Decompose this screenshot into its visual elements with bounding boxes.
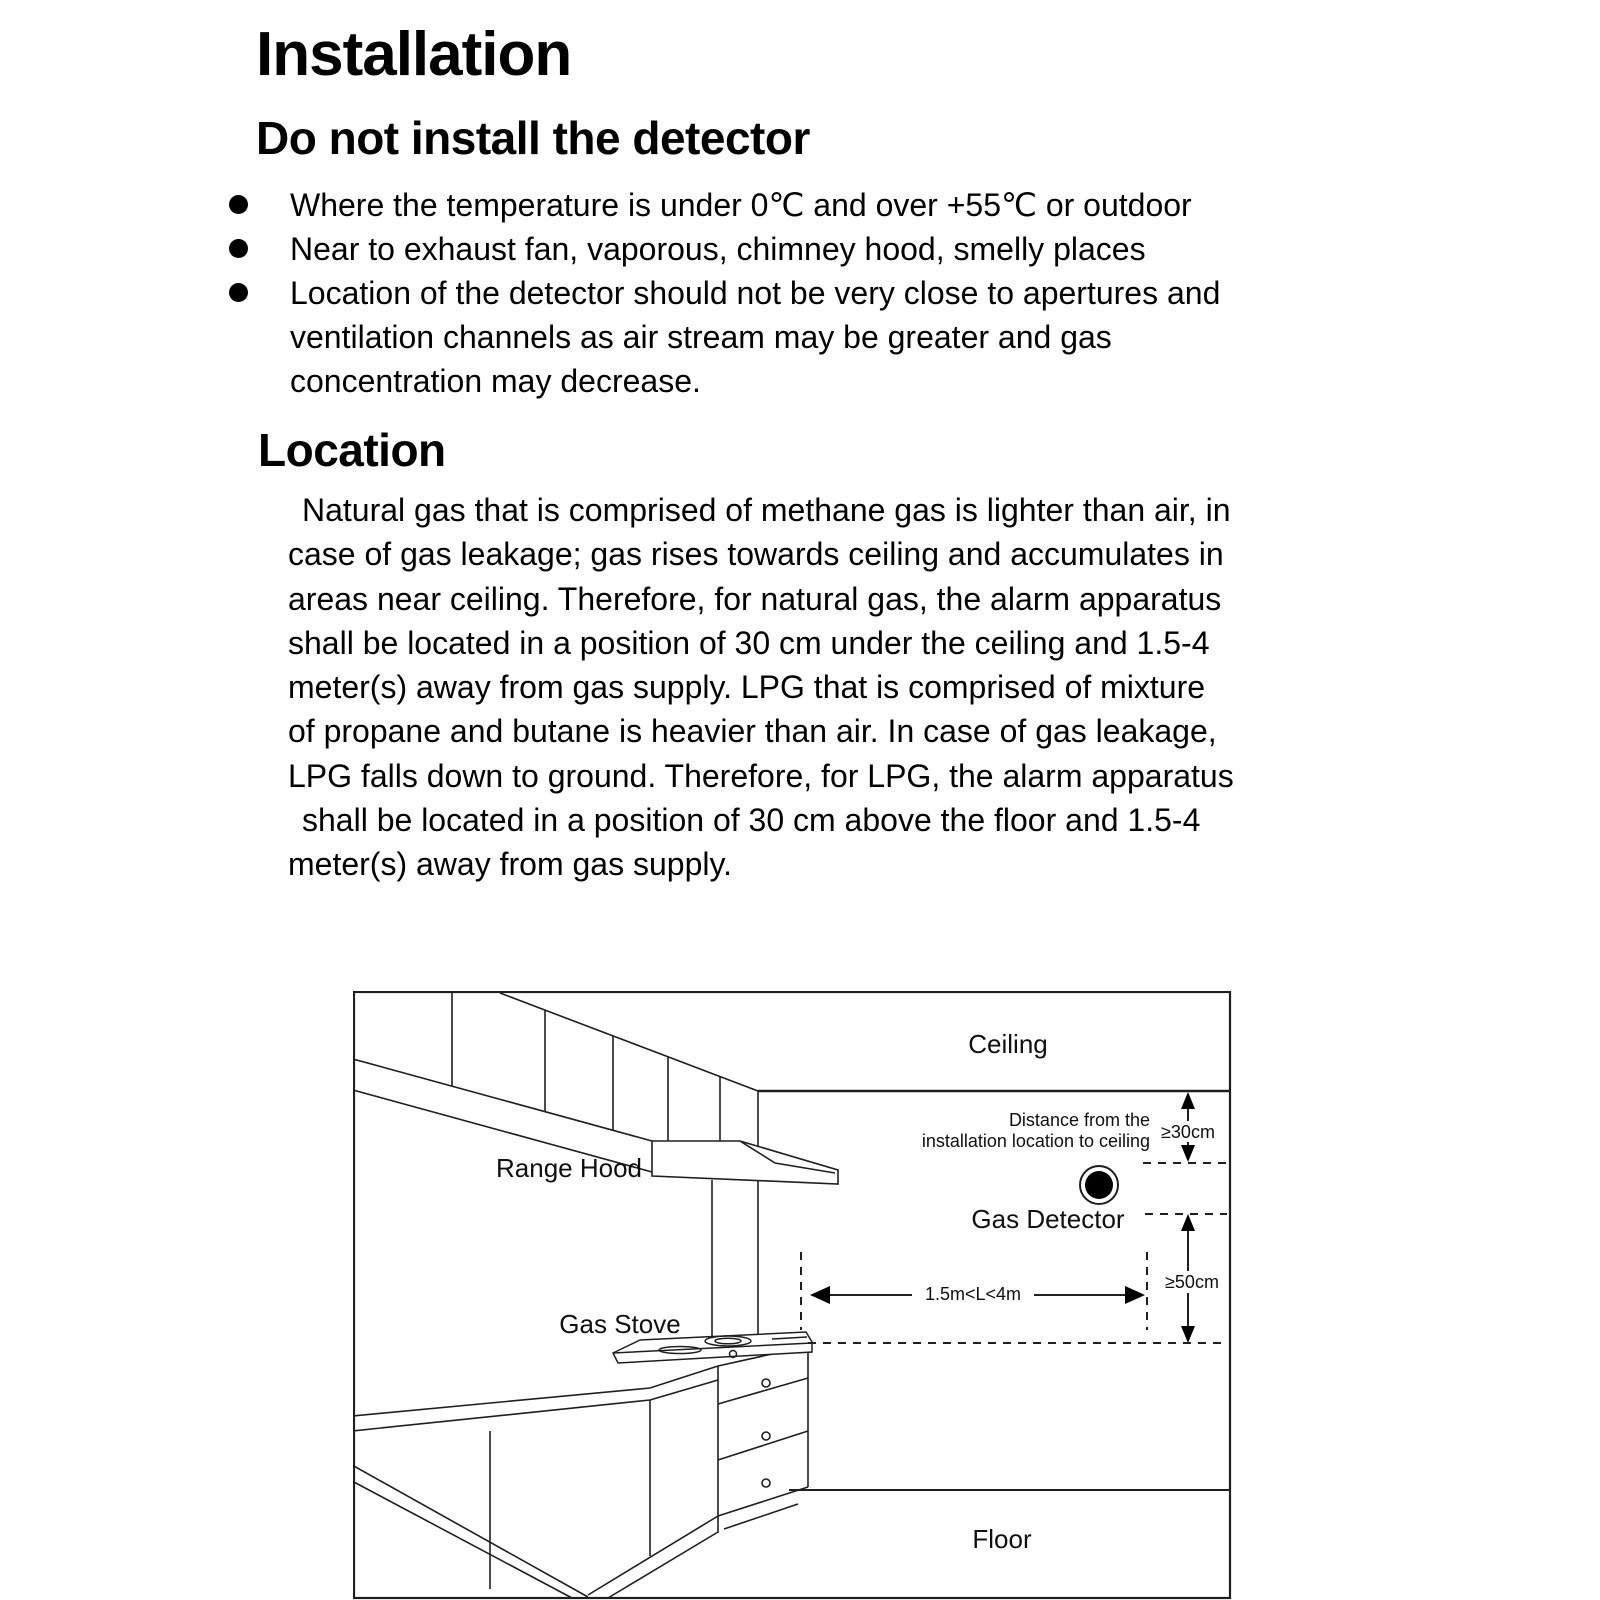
- drawer-knob: [762, 1432, 770, 1440]
- gas-detector-label: Gas Detector: [971, 1204, 1125, 1234]
- section-heading-do-not-install: Do not install the detector: [256, 112, 810, 164]
- paragraph-line: shall be located in a position of 30 cm above the floor and 1.5-4: [302, 802, 1201, 839]
- do-not-install-list: [229, 183, 1220, 403]
- paragraph-line: LPG falls down to ground. Therefore, for LPG, the alarm apparatus: [288, 757, 1234, 794]
- list-item-text: Location of the detector should not be very close to apertures and: [290, 275, 1221, 311]
- bullet-icon: [229, 239, 248, 258]
- paragraph-line: case of gas leakage; gas rises towards ceiling and accumulates in: [288, 536, 1224, 573]
- distance-note-line2: installation location to ceiling: [921, 1131, 1150, 1151]
- horizontal-range-label: 1.5m<L<4m: [924, 1284, 1022, 1304]
- paragraph-line: meter(s) away from gas supply. LPG that is comprised of mixture: [288, 669, 1206, 706]
- gas-stove-label: Gas Stove: [559, 1309, 681, 1339]
- list-item-text: ventilation channels as air stream may be greater and gas: [290, 319, 1112, 355]
- horizontal-range-dimension: [810, 1283, 1145, 1306]
- base-cabinets: [353, 1346, 808, 1598]
- bullet-icon: [229, 283, 248, 302]
- paragraph-line: shall be located in a position of 30 cm under the ceiling and 1.5-4: [288, 624, 1210, 661]
- drawer-knob: [762, 1479, 770, 1487]
- drawer-knob: [762, 1379, 770, 1387]
- distance-note-line1: Distance from the: [1008, 1110, 1150, 1130]
- page-title: Installation: [256, 20, 572, 89]
- ceiling-clearance-label: ≥30cm: [1161, 1122, 1215, 1142]
- list-item: [229, 183, 1220, 227]
- list-item-text: concentration may decrease.: [290, 363, 701, 399]
- location-paragraph: [288, 488, 1234, 887]
- ceiling-label: Ceiling: [968, 1029, 1048, 1059]
- detector-clearance-dimension: [1158, 1214, 1225, 1343]
- detector-clearance-label: ≥50cm: [1165, 1272, 1219, 1292]
- section-heading-location: Location: [258, 424, 446, 476]
- list-item: [229, 271, 1220, 403]
- dashed-guides: [801, 1163, 1228, 1343]
- paragraph-line: of propane and butane is heavier than air. In case of gas leakage,: [288, 713, 1217, 750]
- list-item-text: Near to exhaust fan, vaporous, chimney hood, smelly places: [290, 231, 1146, 267]
- paragraph-line: Natural gas that is comprised of methane gas is lighter than air, in: [302, 492, 1231, 528]
- range-hood: [652, 1141, 838, 1184]
- gas-detector-icon: [1080, 1166, 1118, 1204]
- list-item: [229, 227, 1220, 271]
- bullet-icon: [229, 195, 248, 214]
- kitchen-diagram-svg: [353, 991, 1232, 1600]
- list-item-text: Where the temperature is under 0℃ and over +55℃ or outdoor: [290, 187, 1192, 223]
- installation-diagram: [353, 991, 1232, 1600]
- range-hood-label: Range Hood: [496, 1153, 642, 1183]
- paragraph-line: meter(s) away from gas supply.: [288, 846, 732, 883]
- paragraph-line: areas near ceiling. Therefore, for natural gas, the alarm apparatus: [288, 580, 1222, 617]
- ceiling-clearance-dimension: [1156, 1092, 1220, 1162]
- floor-label: Floor: [972, 1524, 1032, 1554]
